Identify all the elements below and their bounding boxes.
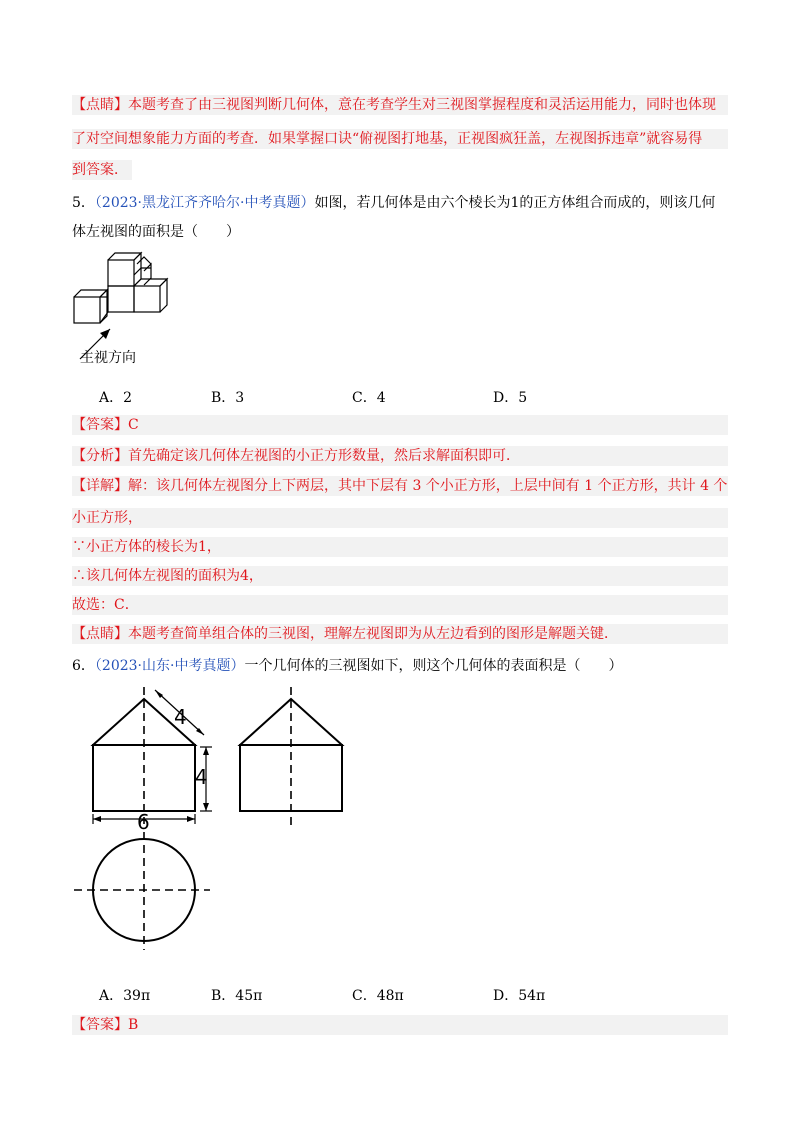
question-stem: 一个几何体的三视图如下，则这个几何体的表面积是（ ） xyxy=(244,658,623,674)
option-value: 54π xyxy=(518,988,546,1004)
q6-option-a xyxy=(99,986,150,1006)
detail-text: 解：该几何体左视图分上下两层，其中下层有 3 个小正方形，上层中间有 1 个正方形，共计 4 个 xyxy=(128,478,728,494)
q6-option-c xyxy=(352,986,404,1006)
question-stem: 如图，若几何体是由六个棱长为1的正方体组合而成的，则该几何 xyxy=(314,195,716,211)
dim-width-label: 6 xyxy=(137,810,150,834)
q6-option-b xyxy=(211,986,262,1006)
q5-option-c: C．4 xyxy=(352,390,386,406)
dim-height-label: 4 xyxy=(195,765,208,789)
analysis-tag: 【分析】 xyxy=(72,448,128,464)
q5-detail-line2: 小正方形， xyxy=(72,508,728,528)
q5-option-b: B．3 xyxy=(211,390,245,406)
dim-slant-label: 4 xyxy=(174,705,187,729)
q5-figure-label: 主视方向 xyxy=(80,350,136,366)
option-letter: A． xyxy=(99,988,124,1004)
q5-note xyxy=(72,624,728,644)
answer-value: B xyxy=(128,1017,139,1033)
q5-detail-line4: ∴该几何体左视图的面积为4， xyxy=(72,566,728,586)
q5-stem-line2: 体左视图的面积是（ ） xyxy=(72,224,240,240)
answer-value: C xyxy=(128,417,139,433)
q6-stem xyxy=(72,656,728,676)
q5-detail-line5: 故选：C． xyxy=(72,595,728,615)
note-tag: 【点睛】 xyxy=(72,626,128,642)
question-number: 6． xyxy=(72,658,95,674)
option-value: 45π xyxy=(235,988,263,1004)
detail-tag: 【详解】 xyxy=(72,478,128,494)
q5-detail-line3: ∵小正方体的棱长为1， xyxy=(72,537,728,557)
analysis-text: 首先确定该几何体左视图的小正方形数量，然后求解面积即可． xyxy=(128,448,520,464)
q5-analysis xyxy=(72,446,728,466)
q5-option-a: A．2 xyxy=(99,390,133,406)
q5-stem-line1 xyxy=(72,193,728,213)
option-letter: D． xyxy=(493,988,519,1004)
q5-option-d: D．5 xyxy=(493,390,528,406)
option-letter: C． xyxy=(352,988,377,1004)
answer-tag: 【答案】 xyxy=(72,1017,128,1033)
note4-line3: 到答案． xyxy=(72,160,132,180)
question-source: （2023·山东·中考真题） xyxy=(94,658,245,674)
note4-line1 xyxy=(72,95,728,115)
q6-answer xyxy=(72,1015,728,1035)
option-letter: B． xyxy=(211,988,236,1004)
q5-detail-line1 xyxy=(72,476,728,496)
option-value: 39π xyxy=(123,988,151,1004)
option-value: 48π xyxy=(376,988,404,1004)
q5-answer xyxy=(72,415,728,435)
q6-three-view-figure xyxy=(60,682,360,972)
question-source: （2023·黑龙江齐齐哈尔·中考真题） xyxy=(94,195,315,211)
note-tag: 【点睛】 xyxy=(72,97,128,113)
note-text: 本题考查简单组合体的三视图，理解左视图即为从左边看到的图形是解题关键． xyxy=(128,626,618,642)
note-text: 本题考查了由三视图判断几何体，意在考查学生对三视图掌握程度和灵活运用能力，同时也体现 xyxy=(128,97,716,113)
q6-option-d xyxy=(493,986,545,1006)
question-number: 5． xyxy=(72,195,95,211)
answer-tag: 【答案】 xyxy=(72,417,128,433)
note4-line2: 了对空间想象能力方面的考查．如果掌握口诀“俯视图打地基，正视图疯狂盖，左视图拆违章”就容易得 xyxy=(72,129,728,149)
